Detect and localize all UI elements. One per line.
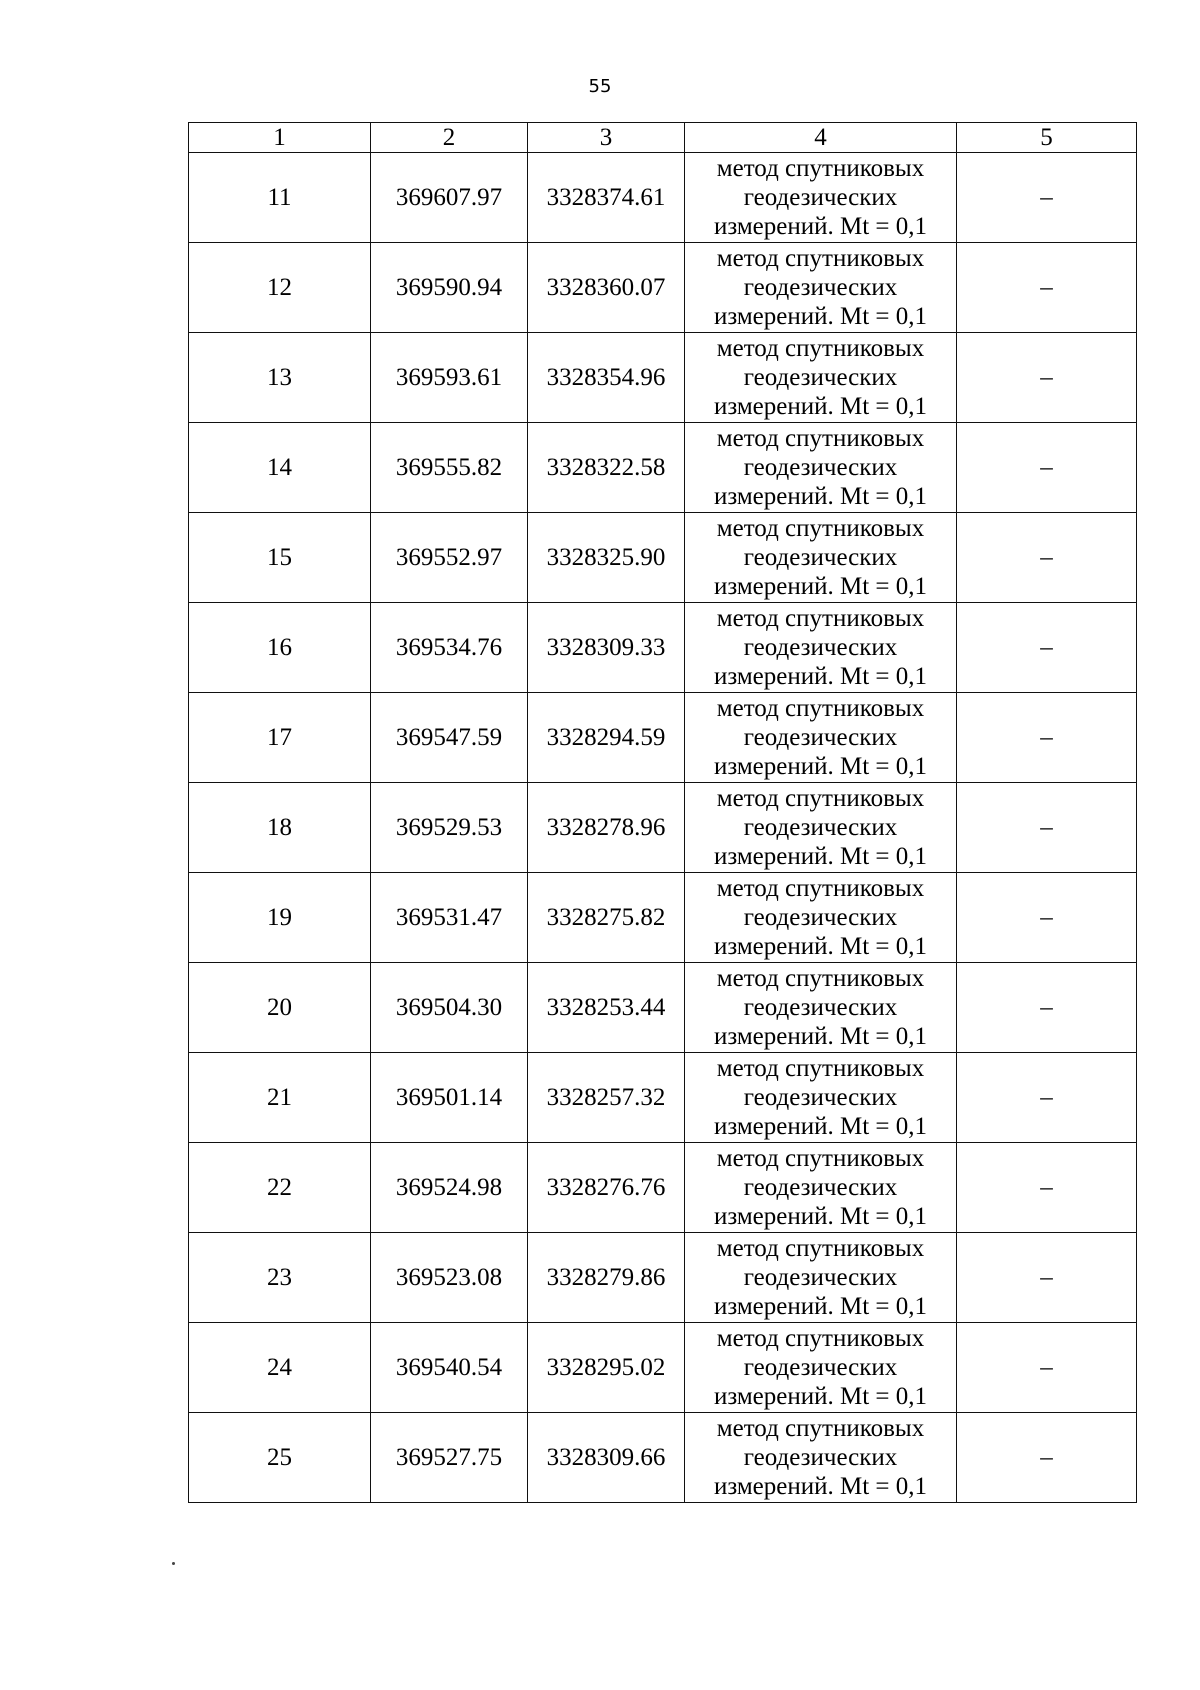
method-cell: [685, 963, 957, 1053]
note-cell: –: [957, 963, 1137, 1053]
method-line: геодезических: [743, 1354, 898, 1381]
method-line: метод спутниковых: [716, 785, 925, 812]
method-cell: [685, 603, 957, 693]
table-row: [189, 1413, 1137, 1503]
method-line: метод спутниковых: [716, 1415, 925, 1442]
point-number-cell: 20: [189, 963, 371, 1053]
method-cell: [685, 513, 957, 603]
method-line: метод спутниковых: [716, 1145, 925, 1172]
x-coordinate-cell: 369501.14: [371, 1053, 528, 1143]
method-line: геодезических: [743, 994, 898, 1021]
method-line: измерений. Mt = 0,1: [713, 1293, 928, 1320]
table-row: [189, 153, 1137, 243]
method-line: метод спутниковых: [716, 965, 925, 992]
note-cell: –: [957, 873, 1137, 963]
method-line: метод спутниковых: [716, 695, 925, 722]
header-cell-3: 3: [528, 123, 685, 153]
method-cell: [685, 783, 957, 873]
table-header: [189, 123, 1137, 153]
method-line: измерений. Mt = 0,1: [713, 483, 928, 510]
method-line: измерений. Mt = 0,1: [713, 573, 928, 600]
method-line: измерений. Mt = 0,1: [713, 753, 928, 780]
method-line: метод спутниковых: [716, 1055, 925, 1082]
note-cell: –: [957, 423, 1137, 513]
point-number-cell: 16: [189, 603, 371, 693]
method-line: метод спутниковых: [716, 425, 925, 452]
y-coordinate-cell: 3328278.96: [528, 783, 685, 873]
table-row: [189, 783, 1137, 873]
x-coordinate-cell: 369534.76: [371, 603, 528, 693]
point-number-cell: 21: [189, 1053, 371, 1143]
y-coordinate-cell: 3328322.58: [528, 423, 685, 513]
header-cell-4: 4: [685, 123, 957, 153]
method-cell: [685, 423, 957, 513]
method-cell: [685, 693, 957, 783]
header-cell-2: 2: [371, 123, 528, 153]
method-line: измерений. Mt = 0,1: [713, 1113, 928, 1140]
point-number-cell: 22: [189, 1143, 371, 1233]
table-row: [189, 963, 1137, 1053]
method-line: геодезических: [743, 814, 898, 841]
table-row: [189, 873, 1137, 963]
method-line: измерений. Mt = 0,1: [713, 1023, 928, 1050]
method-line: измерений. Mt = 0,1: [713, 663, 928, 690]
x-coordinate-cell: 369593.61: [371, 333, 528, 423]
y-coordinate-cell: 3328275.82: [528, 873, 685, 963]
table-body: [189, 153, 1137, 1503]
point-number-cell: 24: [189, 1323, 371, 1413]
point-number-cell: 17: [189, 693, 371, 783]
method-cell: [685, 153, 957, 243]
note-cell: –: [957, 603, 1137, 693]
method-line: измерений. Mt = 0,1: [713, 843, 928, 870]
y-coordinate-cell: 3328374.61: [528, 153, 685, 243]
y-coordinate-cell: 3328309.33: [528, 603, 685, 693]
y-coordinate-cell: 3328354.96: [528, 333, 685, 423]
coordinates-table: [188, 122, 1137, 1503]
method-line: геодезических: [743, 364, 898, 391]
method-line: измерений. Mt = 0,1: [713, 1383, 928, 1410]
method-line: геодезических: [743, 544, 898, 571]
point-number-cell: 23: [189, 1233, 371, 1323]
table-row: [189, 423, 1137, 513]
point-number-cell: 15: [189, 513, 371, 603]
note-cell: –: [957, 1053, 1137, 1143]
note-cell: –: [957, 153, 1137, 243]
scan-speck: [172, 1562, 175, 1565]
method-cell: [685, 873, 957, 963]
page-number: 55: [588, 76, 612, 97]
method-cell: [685, 1053, 957, 1143]
x-coordinate-cell: 369524.98: [371, 1143, 528, 1233]
method-line: метод спутниковых: [716, 875, 925, 902]
method-line: измерений. Mt = 0,1: [713, 303, 928, 330]
y-coordinate-cell: 3328257.32: [528, 1053, 685, 1143]
point-number-cell: 14: [189, 423, 371, 513]
table-row: [189, 693, 1137, 783]
y-coordinate-cell: 3328279.86: [528, 1233, 685, 1323]
method-cell: [685, 1323, 957, 1413]
method-line: измерений. Mt = 0,1: [713, 393, 928, 420]
method-cell: [685, 1413, 957, 1503]
method-line: геодезических: [743, 1174, 898, 1201]
method-line: измерений. Mt = 0,1: [713, 933, 928, 960]
point-number-cell: 12: [189, 243, 371, 333]
method-line: геодезических: [743, 1264, 898, 1291]
y-coordinate-cell: 3328360.07: [528, 243, 685, 333]
table-row: [189, 1053, 1137, 1143]
method-line: метод спутниковых: [716, 605, 925, 632]
y-coordinate-cell: 3328295.02: [528, 1323, 685, 1413]
point-number-cell: 19: [189, 873, 371, 963]
method-line: геодезических: [743, 1084, 898, 1111]
note-cell: –: [957, 1323, 1137, 1413]
table-row: [189, 513, 1137, 603]
point-number-cell: 25: [189, 1413, 371, 1503]
table-row: [189, 333, 1137, 423]
method-line: геодезических: [743, 904, 898, 931]
note-cell: –: [957, 783, 1137, 873]
note-cell: –: [957, 1233, 1137, 1323]
header-cell-1: 1: [189, 123, 371, 153]
table-row: [189, 603, 1137, 693]
method-line: метод спутниковых: [716, 245, 925, 272]
header-row: [189, 123, 1137, 153]
y-coordinate-cell: 3328253.44: [528, 963, 685, 1053]
method-line: измерений. Mt = 0,1: [713, 1473, 928, 1500]
method-line: геодезических: [743, 1444, 898, 1471]
method-cell: [685, 1143, 957, 1233]
method-line: метод спутниковых: [716, 155, 925, 182]
method-line: измерений. Mt = 0,1: [713, 213, 928, 240]
note-cell: –: [957, 693, 1137, 783]
method-line: измерений. Mt = 0,1: [713, 1203, 928, 1230]
x-coordinate-cell: 369555.82: [371, 423, 528, 513]
table-row: [189, 1143, 1137, 1233]
table-row: [189, 243, 1137, 333]
y-coordinate-cell: 3328294.59: [528, 693, 685, 783]
note-cell: –: [957, 333, 1137, 423]
method-line: геодезических: [743, 724, 898, 751]
x-coordinate-cell: 369523.08: [371, 1233, 528, 1323]
x-coordinate-cell: 369527.75: [371, 1413, 528, 1503]
x-coordinate-cell: 369552.97: [371, 513, 528, 603]
method-line: геодезических: [743, 454, 898, 481]
x-coordinate-cell: 369504.30: [371, 963, 528, 1053]
x-coordinate-cell: 369607.97: [371, 153, 528, 243]
method-line: метод спутниковых: [716, 515, 925, 542]
method-line: геодезических: [743, 634, 898, 661]
method-cell: [685, 243, 957, 333]
method-line: геодезических: [743, 274, 898, 301]
x-coordinate-cell: 369540.54: [371, 1323, 528, 1413]
note-cell: –: [957, 1413, 1137, 1503]
method-cell: [685, 333, 957, 423]
x-coordinate-cell: 369531.47: [371, 873, 528, 963]
note-cell: –: [957, 1143, 1137, 1233]
point-number-cell: 13: [189, 333, 371, 423]
table-row: [189, 1323, 1137, 1413]
x-coordinate-cell: 369590.94: [371, 243, 528, 333]
method-line: метод спутниковых: [716, 1235, 925, 1262]
method-line: геодезических: [743, 184, 898, 211]
point-number-cell: 11: [189, 153, 371, 243]
method-line: метод спутниковых: [716, 1325, 925, 1352]
point-number-cell: 18: [189, 783, 371, 873]
table-row: [189, 1233, 1137, 1323]
note-cell: –: [957, 513, 1137, 603]
y-coordinate-cell: 3328276.76: [528, 1143, 685, 1233]
x-coordinate-cell: 369529.53: [371, 783, 528, 873]
x-coordinate-cell: 369547.59: [371, 693, 528, 783]
y-coordinate-cell: 3328309.66: [528, 1413, 685, 1503]
method-line: метод спутниковых: [716, 335, 925, 362]
y-coordinate-cell: 3328325.90: [528, 513, 685, 603]
note-cell: –: [957, 243, 1137, 333]
header-cell-5: 5: [957, 123, 1137, 153]
method-cell: [685, 1233, 957, 1323]
